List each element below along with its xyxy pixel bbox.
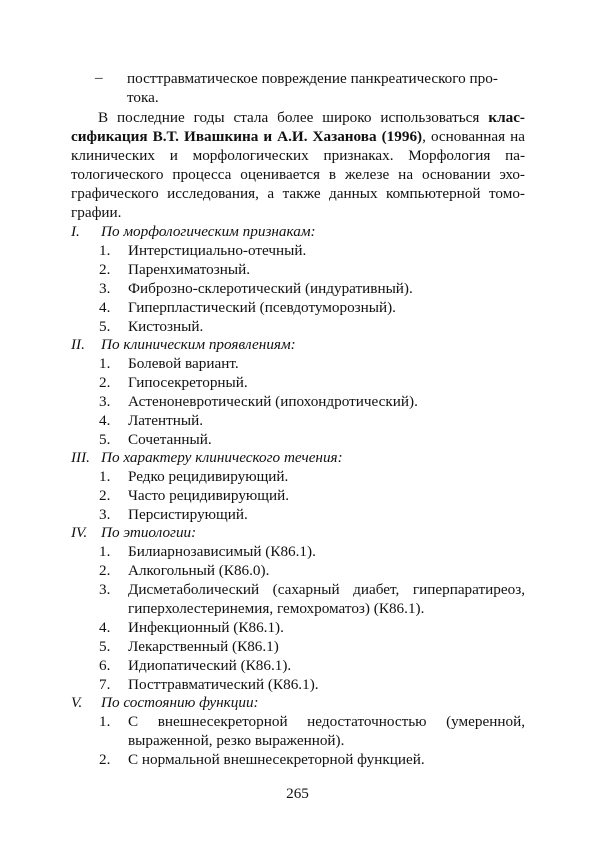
- section-number: IV.: [71, 524, 88, 541]
- section-number: III.: [71, 449, 90, 466]
- paragraph-bold-citation: клас-сификация В.Т. Ивашкина и А.И. Хазанова (1996): [71, 109, 525, 145]
- dash-item-line1: посттравматическое повреждение панкреатического про-: [127, 70, 498, 87]
- list-item: [99, 298, 525, 317]
- item-text: Фиброзно-склеротический (индуративный).: [128, 280, 413, 297]
- item-number: 4.: [99, 619, 111, 636]
- item-text: Персистирующий.: [128, 506, 248, 523]
- page-number: 265: [286, 785, 309, 802]
- item-number: 2.: [99, 562, 111, 579]
- section-heading: [71, 693, 259, 712]
- item-number: 2.: [99, 751, 111, 768]
- item-number: 1.: [99, 468, 111, 485]
- list-item: [99, 467, 525, 486]
- list-item: [99, 675, 525, 694]
- list-item: [99, 712, 525, 731]
- item-number: 5.: [99, 638, 111, 655]
- item-number: 3.: [99, 393, 111, 410]
- item-text: Интерстициально-отечный.: [128, 242, 307, 259]
- item-text: Паренхиматозный.: [128, 261, 251, 278]
- list-item: [99, 542, 525, 561]
- item-text: Астеноневротический (ипохондротический).: [128, 393, 418, 410]
- list-item: [99, 279, 525, 298]
- section-heading: [71, 222, 316, 241]
- section-title: По состоянию функции:: [101, 694, 259, 711]
- item-number: 1.: [99, 543, 111, 560]
- item-number: 2.: [99, 374, 111, 391]
- item-text: Гиперпластический (псевдотуморозный).: [128, 299, 396, 316]
- list-item: [99, 241, 525, 260]
- list-item: [99, 561, 525, 580]
- item-number: 2.: [99, 487, 111, 504]
- body-paragraph: [71, 108, 525, 222]
- section-number: V.: [71, 694, 83, 711]
- list-item: [99, 317, 525, 336]
- section-heading: [71, 335, 296, 354]
- list-item: [99, 392, 525, 411]
- item-text: Алкогольный (К86.0).: [128, 562, 270, 579]
- list-item: [99, 260, 525, 279]
- item-text: Кистозный.: [128, 318, 204, 335]
- item-number: 4.: [99, 299, 111, 316]
- item-text: Болевой вариант.: [128, 355, 239, 372]
- dash-marker: –: [95, 69, 103, 86]
- list-item: [99, 354, 525, 373]
- item-text: Латентный.: [128, 412, 204, 429]
- section-heading: [71, 523, 196, 542]
- item-number: 6.: [99, 657, 111, 674]
- section-number: II.: [71, 336, 85, 353]
- list-item: [99, 486, 525, 505]
- item-number: 7.: [99, 676, 111, 693]
- list-item: [99, 618, 525, 637]
- list-item: [99, 411, 525, 430]
- dash-item-line2: тока.: [127, 89, 159, 106]
- item-text: С внешнесекреторной недостаточностью (умеренной,: [128, 713, 525, 730]
- section-title: По морфологическим признакам:: [101, 223, 316, 240]
- item-number: 1.: [99, 713, 111, 730]
- section-number: I.: [71, 223, 80, 240]
- list-item-continuation: выраженной, резко выраженной).: [128, 732, 345, 749]
- item-number: 2.: [99, 261, 111, 278]
- list-item-continuation: гиперхолестеринемия, гемохроматоз) (К86.1).: [128, 600, 425, 617]
- item-text: С нормальной внешнесекреторной функцией.: [128, 751, 425, 768]
- paragraph-text-end: , основанная на клинических и морфологических признаках. Морфология па-тологического процесса оценивается в железе на основании эхо-графического исследования, а также данных компьютерной томо-графии.: [71, 128, 525, 221]
- item-number: 3.: [99, 506, 111, 523]
- item-number: 1.: [99, 242, 111, 259]
- list-item: [99, 637, 525, 656]
- item-text: Редко рецидивирующий.: [128, 468, 289, 485]
- list-item: [99, 373, 525, 392]
- item-text: Посттравматический (К86.1).: [128, 676, 319, 693]
- list-item: [99, 505, 525, 524]
- list-item: [99, 580, 525, 599]
- item-text: Билиарнозависимый (К86.1).: [128, 543, 316, 560]
- list-item: [99, 656, 525, 675]
- item-text: Сочетанный.: [128, 431, 212, 448]
- item-text: Дисметаболический (сахарный диабет, гиперпаратиреоз,: [128, 581, 525, 598]
- paragraph-text-start: В последние годы стала более широко использоваться: [98, 109, 489, 126]
- section-title: По этиологии:: [101, 524, 197, 541]
- section-heading: [71, 448, 343, 467]
- item-number: 5.: [99, 431, 111, 448]
- item-text: Гипосекреторный.: [128, 374, 248, 391]
- section-title: По характеру клинического течения:: [101, 449, 343, 466]
- item-text: Идиопатический (К86.1).: [128, 657, 292, 674]
- item-number: 5.: [99, 318, 111, 335]
- item-number: 1.: [99, 355, 111, 372]
- item-number: 3.: [99, 280, 111, 297]
- item-text: Инфекционный (К86.1).: [128, 619, 284, 636]
- list-item: [99, 430, 525, 449]
- item-number: 3.: [99, 581, 111, 598]
- section-title: По клиническим проявлениям:: [101, 336, 296, 353]
- item-number: 4.: [99, 412, 111, 429]
- item-text: Лекарственный (К86.1): [128, 638, 279, 655]
- list-item: [99, 750, 525, 769]
- item-text: Часто рецидивирующий.: [128, 487, 290, 504]
